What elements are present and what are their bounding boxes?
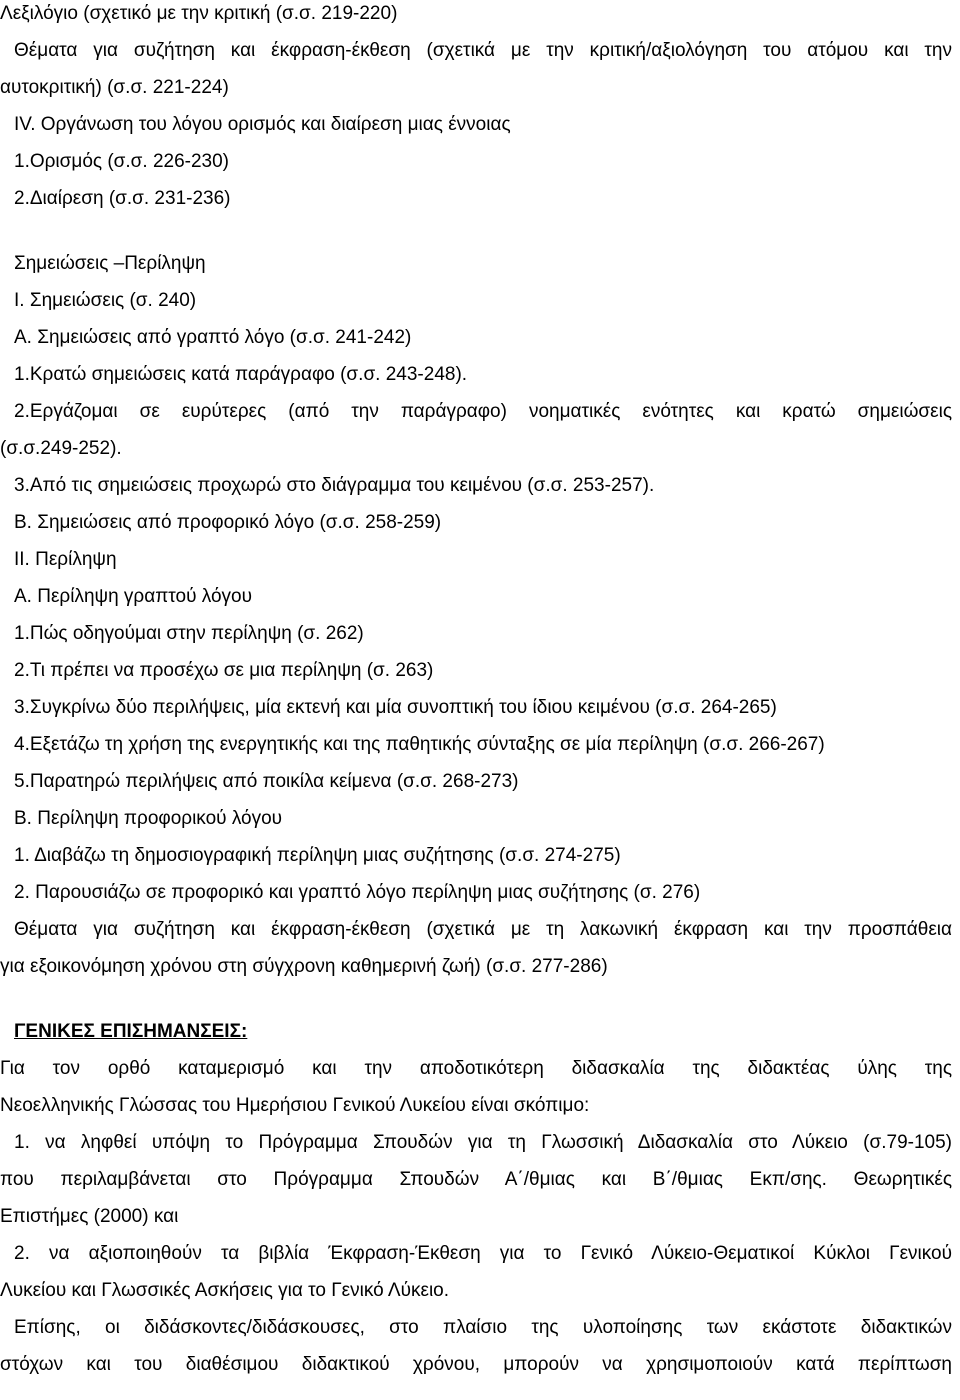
text-line: αυτοκριτική) (σ.σ. 221-224) bbox=[0, 77, 229, 98]
text-line: 1.Πώς οδηγούμαι στην περίληψη (σ. 262) bbox=[14, 623, 364, 644]
text-line: Λυκείου και Γλωσσικές Ασκήσεις για το Γενικό Λύκειο. bbox=[0, 1280, 450, 1301]
general-notes-heading: ΓΕΝΙΚΕΣ ΕΠΙΣΗΜΑΝΣΕΙΣ: bbox=[14, 1021, 248, 1042]
text-line: Λεξιλόγιο (σχετικό με την κριτική (σ.σ. 219-220) bbox=[0, 3, 398, 24]
text-line: (σ.σ.249-252). bbox=[0, 438, 122, 459]
text-line: II. Περίληψη bbox=[14, 549, 117, 570]
text-line: 1.Κρατώ σημειώσεις κατά παράγραφο (σ.σ. 243-248). bbox=[14, 364, 468, 385]
text-line: Νεοελληνικής Γλώσσας του Ημερήσιου Γενικού Λυκείου είναι σκόπιμο: bbox=[0, 1095, 590, 1116]
text-line: Θέματα για συζήτηση και έκφραση-έκθεση (σχετικά με τη λακωνική έκφραση και την προσπάθεια bbox=[14, 919, 952, 940]
text-line: 1. Διαβάζω τη δημοσιογραφική περίληψη μιας συζήτησης (σ.σ. 274-275) bbox=[14, 845, 621, 866]
text-line: 5.Παρατηρώ περιλήψεις από ποικίλα κείμενα (σ.σ. 268-273) bbox=[14, 771, 519, 792]
text-line: Επιστήμες (2000) και bbox=[0, 1206, 179, 1227]
text-line: I. Σημειώσεις (σ. 240) bbox=[14, 290, 197, 311]
text-line: A. Περίληψη γραπτού λόγου bbox=[14, 586, 253, 607]
text-line: A. Σημειώσεις από γραπτό λόγο (σ.σ. 241-242) bbox=[14, 327, 412, 348]
text-line: για εξοικονόμηση χρόνου στη σύγχρονη καθημερινή ζωή) (σ.σ. 277-286) bbox=[0, 956, 608, 977]
text-line: B. Περίληψη προφορικού λόγου bbox=[14, 808, 283, 829]
text-line: 4.Εξετάζω τη χρήση της ενεργητικής και της παθητικής σύνταξης σε μία περίληψη (σ.σ. 266-267) bbox=[14, 734, 825, 755]
text-line: 3.Από τις σημειώσεις προχωρώ στο διάγραμμα του κειμένου (σ.σ. 253-257). bbox=[14, 475, 655, 496]
text-line: 3.Συγκρίνω δύο περιλήψεις, μία εκτενή και μία συνοπτική του ίδιου κειμένου (σ.σ. 264-265) bbox=[14, 697, 777, 718]
section-heading: IV. Οργάνωση του λόγου ορισμός και διαίρεση μιας έννοιας bbox=[14, 114, 511, 135]
text-line: Για τον ορθό καταμερισμό και την αποδοτικότερη διδασκαλία της διδακτέας ύλης της bbox=[0, 1058, 952, 1079]
text-line: Θέματα για συζήτηση και έκφραση-έκθεση (σχετικά με την κριτική/αξιολόγηση του ατόμου και την bbox=[14, 40, 952, 61]
section-heading: Σημειώσεις –Περίληψη bbox=[14, 253, 206, 274]
text-line: 2. να αξιοποιηθούν τα βιβλία Έκφραση-Έκθεση για το Γενικό Λύκειο-Θεματικοί Κύκλοι Γενικού bbox=[14, 1243, 952, 1264]
text-line: 2. Παρουσιάζω σε προφορικό και γραπτό λόγο περίληψη μιας συζήτησης (σ. 276) bbox=[14, 882, 701, 903]
text-line: 2.Τι πρέπει να προσέχω σε μια περίληψη (σ. 263) bbox=[14, 660, 434, 681]
text-line: στόχων και του διαθέσιμου διδακτικού χρόνου, μπορούν να χρησιμοποιούν κατά περίπτωση bbox=[0, 1354, 952, 1375]
text-line: B. Σημειώσεις από προφορικό λόγο (σ.σ. 258-259) bbox=[14, 512, 442, 533]
text-line: 1. να ληφθεί υπόψη το Πρόγραμμα Σπουδών για τη Γλωσσική Διδασκαλία στο Λύκειο (σ.79-105) bbox=[14, 1132, 952, 1153]
text-line: που περιλαμβάνεται στο Πρόγραμμα Σπουδών Α΄/θμιας και Β΄/θμιας Εκπ/σης. Θεωρητικές bbox=[0, 1169, 952, 1190]
text-line: 2.Εργάζομαι σε ευρύτερες (από την παράγραφο) νοηματικές ενότητες και κρατώ σημειώσεις bbox=[14, 401, 952, 422]
text-line: 1.Ορισμός (σ.σ. 226-230) bbox=[14, 151, 230, 172]
text-line: 2.Διαίρεση (σ.σ. 231-236) bbox=[14, 188, 231, 209]
text-line: Επίσης, οι διδάσκοντες/διδάσκουσες, στο πλαίσιο της υλοποίησης των εκάστοτε διδακτικών bbox=[14, 1317, 952, 1338]
